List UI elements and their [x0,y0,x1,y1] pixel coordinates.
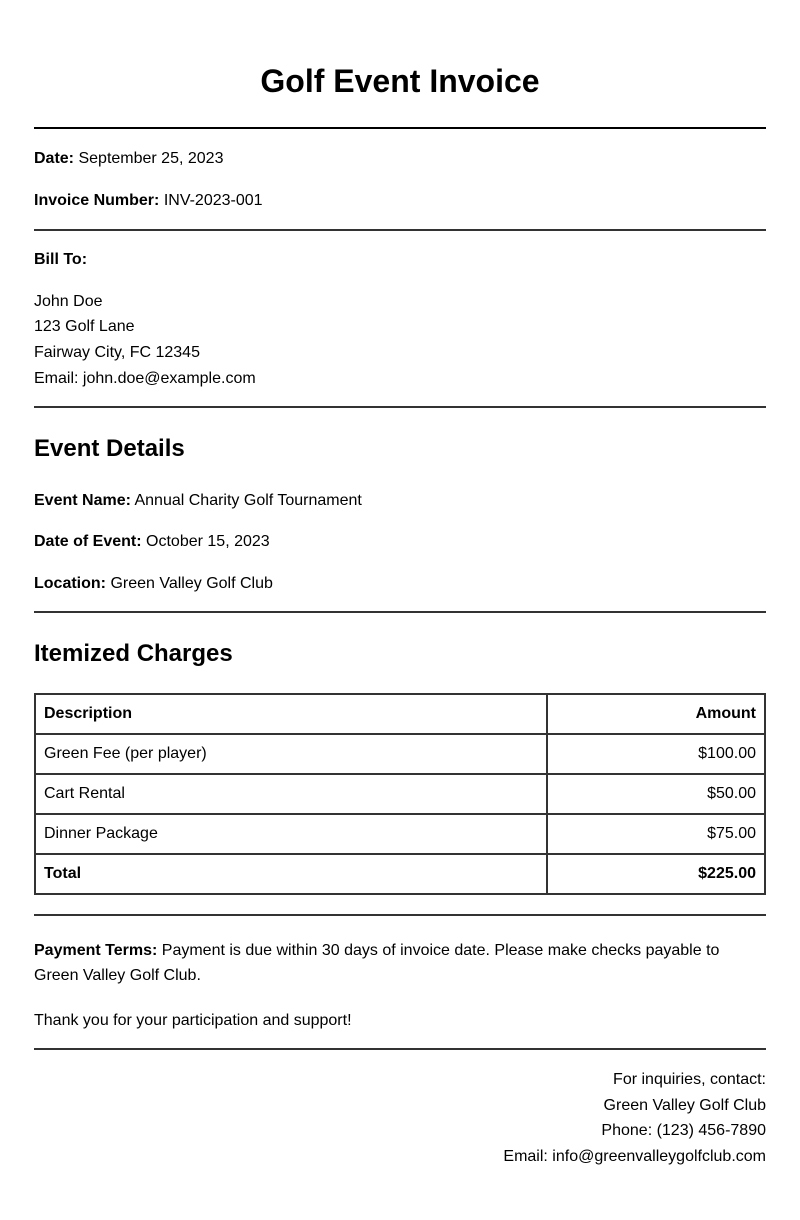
column-header-amount: Amount [547,694,765,734]
event-date-label: Date of Event: [34,533,142,550]
divider [34,229,766,231]
row-amount: $75.00 [547,814,765,854]
thank-you-note: Thank you for your participation and support! [34,1012,352,1029]
invoice-number [34,191,263,211]
divider [34,406,766,408]
event-date [34,532,270,552]
row-amount: $50.00 [547,774,765,814]
page-title: Golf Event Invoice [260,63,540,99]
total-amount: $225.00 [547,854,765,894]
contact-org: Green Valley Golf Club [603,1096,766,1114]
payment-terms-text: Payment is due within 30 days of invoice date. Please make checks payable to Green Valley Golf Club. [34,942,720,984]
event-name-value: Annual Charity Golf Tournament [134,492,362,509]
event-date-value: October 15, 2023 [146,533,270,550]
event-name [34,491,362,511]
bill-to-city: Fairway City, FC 12345 [34,344,200,361]
event-details-heading: Event Details [34,435,185,462]
divider [34,127,766,129]
itemized-charges-heading: Itemized Charges [34,640,233,667]
contact-footer [503,1067,766,1170]
row-description: Green Fee (per player) [35,734,547,774]
row-description: Cart Rental [35,774,547,814]
contact-email: Email: info@greenvalleygolfclub.com [503,1148,766,1166]
table-row [35,734,765,774]
bill-to-label: Bill To: [34,251,88,268]
charges-table [34,693,766,895]
payment-terms-label: Payment Terms: [34,942,158,959]
table-row [35,774,765,814]
event-location [34,574,273,594]
invoice-date-value: September 25, 2023 [78,150,224,167]
payment-terms [34,938,766,988]
invoice-date [34,149,223,169]
divider [34,611,766,613]
divider [34,1048,766,1050]
total-label: Total [35,854,547,894]
invoice-number-label: Invoice Number: [34,192,160,209]
event-location-value: Green Valley Golf Club [110,575,273,592]
bill-to-name: John Doe [34,293,103,310]
invoice-number-value: INV-2023-001 [163,192,263,209]
event-name-label: Event Name: [34,492,131,509]
event-location-label: Location: [34,575,106,592]
divider [34,914,766,916]
invoice-date-label: Date: [34,150,75,167]
row-description: Dinner Package [35,814,547,854]
bill-to-street: 123 Golf Lane [34,318,135,335]
table-header-row [35,694,765,734]
contact-intro: For inquiries, contact: [613,1071,766,1088]
bill-to-email: Email: john.doe@example.com [34,370,256,387]
row-amount: $100.00 [547,734,765,774]
table-row [35,814,765,854]
contact-phone: Phone: (123) 456-7890 [601,1122,766,1140]
total-row [35,854,765,894]
column-header-description: Description [35,694,547,734]
